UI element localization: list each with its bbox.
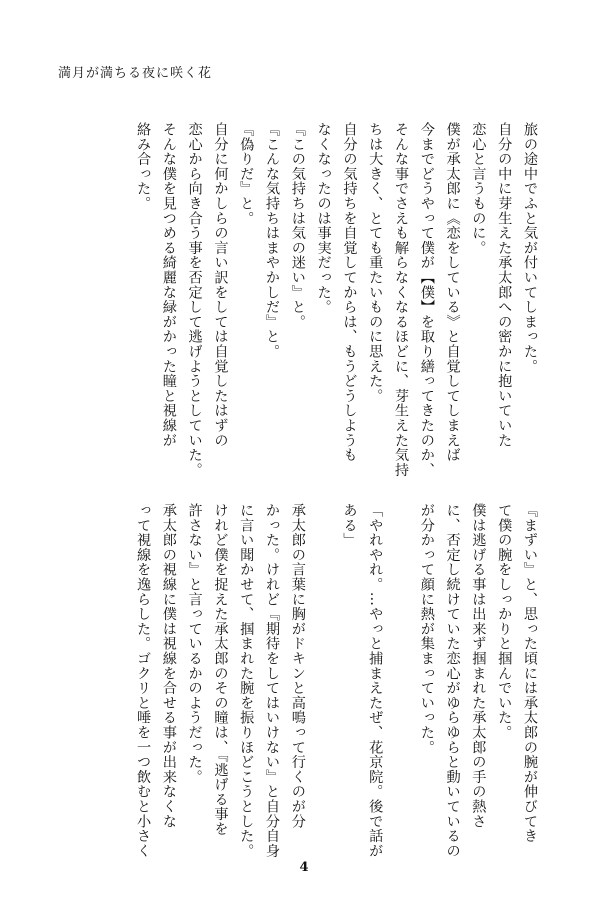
text-line: 僕が承太郎に《恋をしている》と自覚してしまえば [444,122,461,463]
text-line: ちは大きく、とても重たいものに思えた。 [367,122,384,404]
text-line: が分かって顔に熱が集まっていった。 [418,503,435,755]
running-header: 満月が満ちる夜に咲く花 [58,66,213,81]
text-line: 「やれやれ。…やっと捕まえたぜ、花京院。後で話が [367,503,384,859]
text-line: 僕は逃げる事は出来ず掴まれた承太郎の手の熱さ [470,503,487,829]
text-line: って視線を逸らした。ゴクリと唾を一つ飲むと小さく [135,503,152,859]
text-line: けれど僕を捉えた承太郎のその瞳は、『逃げる事を [212,503,229,837]
page-number: 4 [299,860,309,875]
text-line: 恋心から向き合う事を否定して逃げようとしていた。 [186,122,203,478]
text-line: 承太郎の言葉に胸がドキンと高鳴って行くのが分 [289,503,306,829]
text-line: 『こんな気持ちはまやかしだ』と。 [264,122,281,359]
text-line: 『まずい』と、思った頃には承太郎の腕が伸びてき [522,503,538,844]
text-line: 許さない』と言っているかのようだった。 [186,503,203,785]
text-line: 承太郎の視線に僕は視線を合せる事が出来なくな [160,503,177,829]
text-line: そんな僕を見つめる綺麗な緑がかった瞳と視線が [160,122,177,448]
text-block-top [129,122,542,478]
text-line: 今までどうやって僕が【僕】を取り繕ってきたのか、 [418,122,435,478]
text-line [387,503,413,855]
text-block-bottom [129,503,542,859]
text-line: に言い聞かせて、掴まれた腕を振りほどこうとした。 [238,503,255,859]
text-line: ある」 [341,503,358,548]
text-line: そんな事でさえも解らなくなるほどに、芽生えた気持 [393,122,410,478]
text-line: 『偽りだ』と。 [238,122,255,226]
text-line: 旅の途中でふと気が付いてしまった。 [522,122,538,374]
text-line: 絡み合った。 [135,122,152,211]
text-line: 自分の中に芽生えた承太郎への密かに抱いていた [496,122,513,448]
text-line: なくなったのは事実だった。 [315,122,332,315]
text-line: に、否定し続けていた恋心がゆらゆらと動いているの [444,503,461,859]
text-line: 自分の気持ちを自覚してからは、もうどうしようも [341,122,358,463]
text-line: て僕の腕をしっかりと掴んでいた。 [496,503,513,740]
text-line: かった。けれど『期待をしてはいけない』と自分自身 [264,503,281,859]
text-line: 自分に何かしらの言い訳をしては自覚したはずの [212,122,229,448]
text-line: 『この気持ちは気の迷い』と。 [289,122,306,330]
text-line: 恋心と言うものに。 [470,122,487,256]
text-line [310,503,336,855]
